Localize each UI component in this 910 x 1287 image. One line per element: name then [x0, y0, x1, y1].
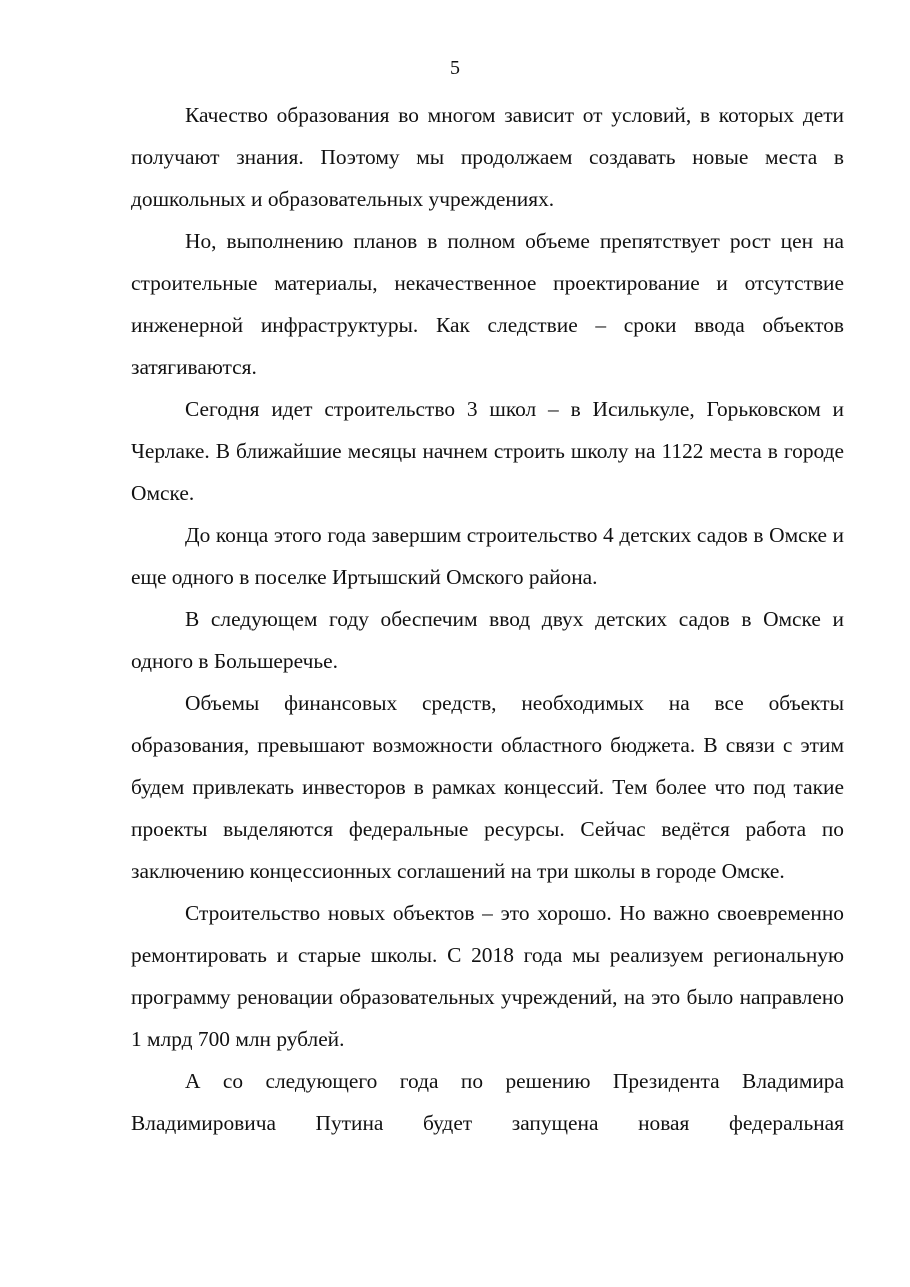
body-text: [131, 94, 844, 1144]
paragraph-schools-under-construction: Сегодня идет строительство 3 школ – в Исилькуле, Горьковском и Черлаке. В ближайшие месяцы начнем строить школу на 1122 места в городе Омске.: [131, 397, 844, 505]
paragraph-renovation-program: Строительство новых объектов – это хорошо. Но важно своевременно ремонтировать и старые школы. С 2018 года мы реализуем региональную программу реновации образовательных учреждений, на это было направлено 1 млрд 700 млн рублей.: [131, 901, 844, 1051]
paragraph-kindergartens-next-year: В следующем году обеспечим ввод двух детских садов в Омске и одного в Большеречье.: [131, 607, 844, 673]
paragraph-education-quality: Качество образования во многом зависит от условий, в которых дети получают знания. Поэтому мы продолжаем создавать новые места в дошкольных и образовательных учреждениях.: [131, 103, 844, 211]
paragraph-federal-program: А со следующего года по решению Президента Владимира Владимировича Путина будет запущена новая федеральная: [131, 1069, 844, 1135]
paragraph-concessions: Объемы финансовых средств, необходимых на все объекты образования, превышают возможности областного бюджета. В связи с этим будем привлекать инвесторов в рамках концессий. Тем более что под такие проекты выделяются федеральные ресурсы. Сейчас ведётся работа по заключению концессионных соглашений на три школы в городе Омске.: [131, 691, 844, 883]
page-number: 5: [450, 57, 460, 79]
paragraph-construction-issues: Но, выполнению планов в полном объеме препятствует рост цен на строительные материалы, некачественное проектирование и отсутствие инженерной инфраструктуры. Как следствие – сроки ввода объектов затягиваются.: [131, 229, 844, 379]
paragraph-kindergartens-this-year: До конца этого года завершим строительство 4 детских садов в Омске и еще одного в поселке Иртышский Омского района.: [131, 523, 844, 589]
